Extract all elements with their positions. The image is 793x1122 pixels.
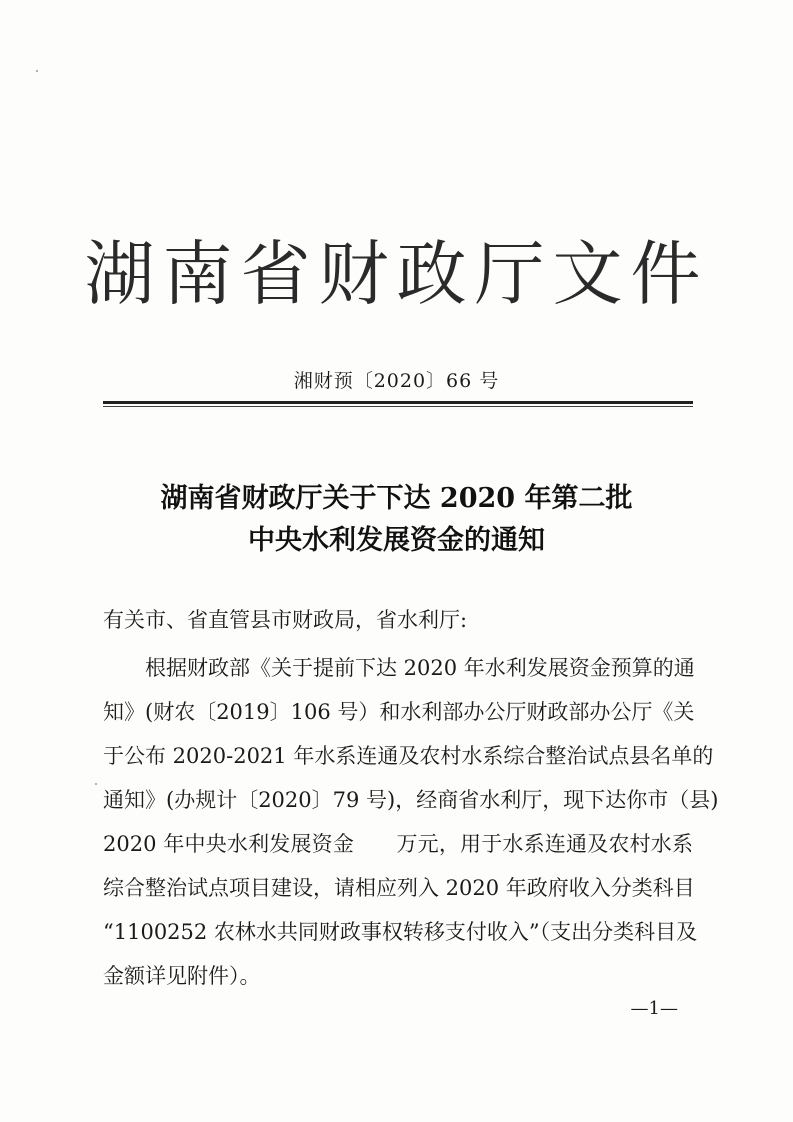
body-line: 通知》(办规计〔2020〕79 号)，经商省水利厅，现下达你市（县) [103, 788, 719, 812]
body-line: “1100252 农林水共同财政事权转移支付收入”（支出分类科目及 [103, 920, 698, 944]
body-line: 知》(财农〔2019〕106 号）和水利部办公厅财政部办公厅《关 [103, 700, 695, 724]
page-number: —1— [630, 998, 678, 1019]
body-line: 2020 年中央水利发展资金 万元，用于水系连通及农村水系 [103, 832, 693, 856]
notice-title-line-1: 湖南省财政厅关于下达 2020 年第二批 [160, 483, 633, 514]
body-line: 根据财政部《关于提前下达 2020 年水利发展资金预算的通 [145, 656, 695, 680]
notice-title-line-2: 中央水利发展资金的通知 [248, 525, 545, 556]
body-line: 综合整治试点项目建设，请相应列入 2020 年政府收入分类科目 [103, 876, 695, 900]
header-rule-thick [103, 401, 693, 404]
body-line: 金额详见附件）。 [103, 964, 261, 988]
notice-title [0, 478, 793, 562]
salutation: 有关市、省直管县市财政局，省水利厅: [103, 608, 468, 632]
document-header: 湖南省财政厅文件 [84, 233, 709, 315]
document-number: 湘财预〔2020〕66 号 [293, 370, 500, 392]
scan-speck [36, 70, 38, 72]
body-line: 于公布 2020-2021 年水系连通及农村水系综合整治试点县名单的 [103, 744, 714, 768]
header-rule-thin [103, 406, 693, 407]
scan-speck [95, 783, 97, 785]
